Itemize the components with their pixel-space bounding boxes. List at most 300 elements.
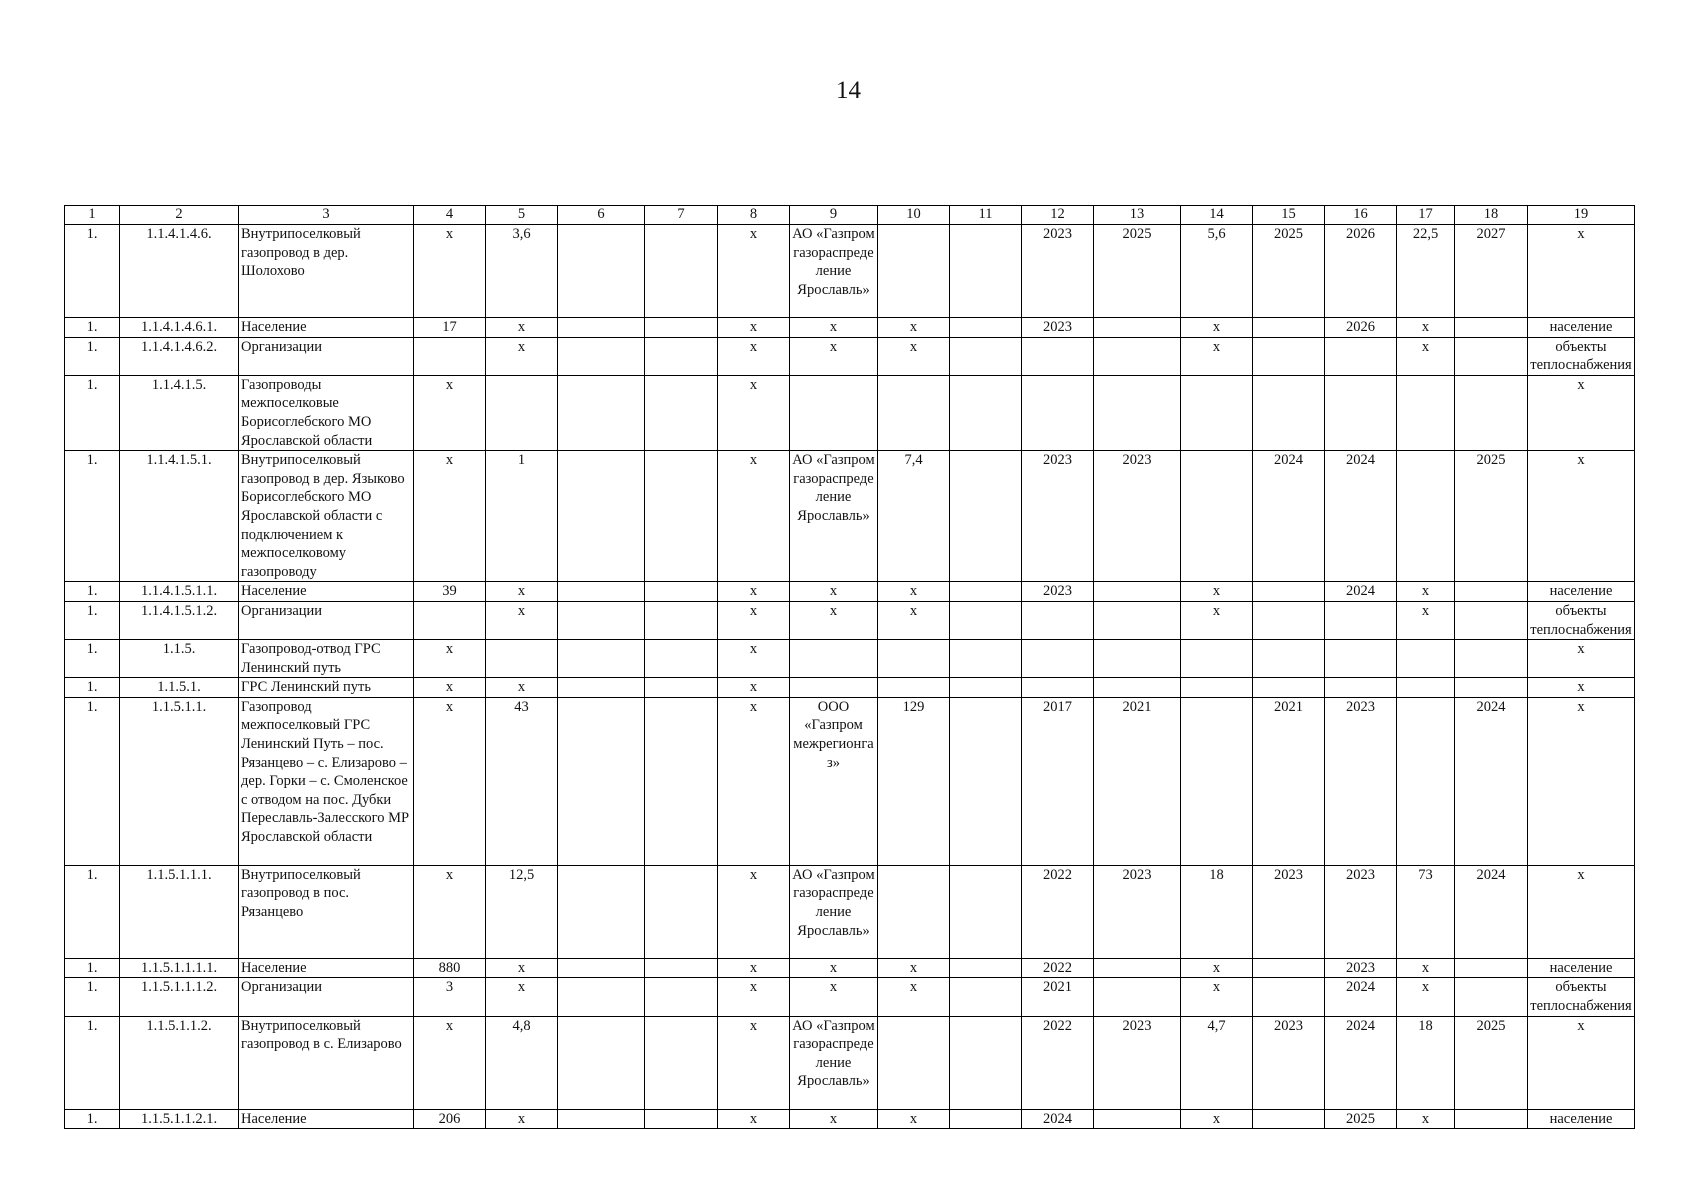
table-cell-col-9: x	[790, 978, 878, 1016]
table-row	[65, 337, 1635, 375]
table-cell-col-19: население	[1528, 582, 1635, 602]
table-cell-col-13	[1094, 978, 1181, 1016]
table-row	[65, 678, 1635, 698]
table-row	[65, 1109, 1635, 1129]
page-number: 14	[836, 77, 861, 104]
table-cell-col-5: x	[486, 958, 558, 978]
table-cell-col-1: 1.	[65, 582, 120, 602]
table-cell-col-12	[1022, 337, 1094, 375]
table-cell-col-14	[1181, 678, 1253, 698]
table-cell-col-2: 1.1.5.1.1.2.1.	[120, 1109, 239, 1129]
table-cell-col-8: x	[718, 958, 790, 978]
table-cell-col-6	[558, 601, 645, 639]
header-cell-11: 11	[950, 206, 1022, 225]
table-cell-col-19: x	[1528, 375, 1635, 450]
table-cell-col-13: 2023	[1094, 451, 1181, 582]
table-cell-col-8: x	[718, 337, 790, 375]
header-cell-12: 12	[1022, 206, 1094, 225]
table-cell-col-18: 2024	[1455, 697, 1528, 865]
table-cell-col-3: Население	[239, 582, 414, 602]
table-cell-col-8: x	[718, 451, 790, 582]
table-cell-col-14: 4,7	[1181, 1016, 1253, 1109]
table-cell-col-6	[558, 337, 645, 375]
table-row	[65, 978, 1635, 1016]
table-cell-col-11	[950, 375, 1022, 450]
table-cell-col-10	[878, 640, 950, 678]
table-cell-col-17: x	[1397, 958, 1455, 978]
table-cell-col-17: 18	[1397, 1016, 1455, 1109]
table-cell-col-4: x	[414, 640, 486, 678]
table-cell-col-3: Внутрипоселковый газопровод в дер. Шолохово	[239, 225, 414, 318]
table-cell-col-14: x	[1181, 337, 1253, 375]
table-cell-col-5: x	[486, 582, 558, 602]
table-cell-col-8: x	[718, 865, 790, 958]
table-cell-col-12: 2024	[1022, 1109, 1094, 1129]
table-cell-col-14: x	[1181, 582, 1253, 602]
table-cell-col-18	[1455, 318, 1528, 338]
table-row	[65, 640, 1635, 678]
table-cell-col-10: x	[878, 601, 950, 639]
header-cell-9: 9	[790, 206, 878, 225]
table-cell-col-12: 2022	[1022, 865, 1094, 958]
table-cell-col-15: 2025	[1253, 225, 1325, 318]
table-cell-col-1: 1.	[65, 375, 120, 450]
table-cell-col-17	[1397, 640, 1455, 678]
table-cell-col-13	[1094, 678, 1181, 698]
header-cell-18: 18	[1455, 206, 1528, 225]
table-cell-col-9	[790, 678, 878, 698]
table-cell-col-15	[1253, 375, 1325, 450]
table-cell-col-6	[558, 375, 645, 450]
table-cell-col-13	[1094, 375, 1181, 450]
table-cell-col-1: 1.	[65, 1109, 120, 1129]
table-cell-col-17	[1397, 375, 1455, 450]
table-cell-col-18	[1455, 582, 1528, 602]
table-cell-col-12: 2023	[1022, 225, 1094, 318]
table-cell-col-8: x	[718, 678, 790, 698]
table-cell-col-17: x	[1397, 978, 1455, 1016]
table-cell-col-8: x	[718, 601, 790, 639]
table-cell-col-10	[878, 678, 950, 698]
table-cell-col-2: 1.1.4.1.5.1.2.	[120, 601, 239, 639]
table-cell-col-3: Организации	[239, 978, 414, 1016]
table-row	[65, 582, 1635, 602]
table-cell-col-1: 1.	[65, 337, 120, 375]
table-cell-col-9: x	[790, 958, 878, 978]
table-cell-col-5: 3,6	[486, 225, 558, 318]
table-cell-col-13	[1094, 337, 1181, 375]
table-cell-col-18: 2025	[1455, 451, 1528, 582]
table-cell-col-9: x	[790, 1109, 878, 1129]
header-cell-14: 14	[1181, 206, 1253, 225]
table-cell-col-16: 2024	[1325, 451, 1397, 582]
table-cell-col-3: Население	[239, 958, 414, 978]
table-cell-col-19: x	[1528, 865, 1635, 958]
table-cell-col-9: АО «Газпром газораспределение Ярославль»	[790, 225, 878, 318]
table-cell-col-5: 43	[486, 697, 558, 865]
table-cell-col-17: 73	[1397, 865, 1455, 958]
table-cell-col-15	[1253, 958, 1325, 978]
table-cell-col-5: x	[486, 318, 558, 338]
table-cell-col-3: Организации	[239, 601, 414, 639]
table-cell-col-8: x	[718, 318, 790, 338]
table-cell-col-4: 880	[414, 958, 486, 978]
table-cell-col-12: 2022	[1022, 958, 1094, 978]
header-cell-7: 7	[645, 206, 718, 225]
header-cell-4: 4	[414, 206, 486, 225]
table-cell-col-5: 1	[486, 451, 558, 582]
table-cell-col-2: 1.1.5.1.1.1.	[120, 865, 239, 958]
table-cell-col-9: x	[790, 337, 878, 375]
table-cell-col-16: 2023	[1325, 697, 1397, 865]
table-cell-col-6	[558, 1109, 645, 1129]
table-cell-col-15	[1253, 601, 1325, 639]
table-cell-col-13: 2023	[1094, 1016, 1181, 1109]
table-cell-col-6	[558, 678, 645, 698]
table-cell-col-9: АО «Газпром газораспределение Ярославль»	[790, 451, 878, 582]
table-cell-col-10	[878, 1016, 950, 1109]
table-cell-col-16: 2023	[1325, 865, 1397, 958]
table-cell-col-11	[950, 958, 1022, 978]
table-cell-col-2: 1.1.5.1.1.1.2.	[120, 978, 239, 1016]
table-cell-col-3: Газопроводы межпоселковые Борисоглебского МО Ярославской области	[239, 375, 414, 450]
table-cell-col-17	[1397, 678, 1455, 698]
table-cell-col-17	[1397, 451, 1455, 582]
table-cell-col-10	[878, 225, 950, 318]
table-cell-col-4: x	[414, 1016, 486, 1109]
table-cell-col-15: 2021	[1253, 697, 1325, 865]
table-cell-col-7	[645, 337, 718, 375]
table-cell-col-18	[1455, 601, 1528, 639]
table-cell-col-2: 1.1.5.1.1.	[120, 697, 239, 865]
header-cell-15: 15	[1253, 206, 1325, 225]
table-cell-col-6	[558, 1016, 645, 1109]
table-cell-col-14: x	[1181, 958, 1253, 978]
table-cell-col-1: 1.	[65, 1016, 120, 1109]
table-cell-col-11	[950, 582, 1022, 602]
table-cell-col-11	[950, 697, 1022, 865]
table-cell-col-7	[645, 678, 718, 698]
table-cell-col-16: 2025	[1325, 1109, 1397, 1129]
table-cell-col-11	[950, 318, 1022, 338]
table-cell-col-4	[414, 337, 486, 375]
table-cell-col-9: x	[790, 582, 878, 602]
table-cell-col-5	[486, 375, 558, 450]
table-cell-col-1: 1.	[65, 601, 120, 639]
header-cell-10: 10	[878, 206, 950, 225]
table-cell-col-5: x	[486, 678, 558, 698]
table-cell-col-12: 2023	[1022, 451, 1094, 582]
table-cell-col-18	[1455, 1109, 1528, 1129]
table-cell-col-4: 39	[414, 582, 486, 602]
table-cell-col-14: x	[1181, 1109, 1253, 1129]
table-cell-col-1: 1.	[65, 225, 120, 318]
table-cell-col-3: Газопровод межпоселковый ГРС Ленинский Путь – пос. Рязанцево – с. Елизарово – дер. Горки – с. Смоленское с отводом на пос. Дубки Переславль-Залесского МР Ярославской области	[239, 697, 414, 865]
table-cell-col-7	[645, 1016, 718, 1109]
table-cell-col-5: 12,5	[486, 865, 558, 958]
table-cell-col-6	[558, 958, 645, 978]
table-cell-col-3: Внутрипоселковый газопровод в пос. Рязанцево	[239, 865, 414, 958]
table-cell-col-1: 1.	[65, 978, 120, 1016]
table-cell-col-1: 1.	[65, 678, 120, 698]
table-cell-col-18	[1455, 958, 1528, 978]
table-cell-col-2: 1.1.4.1.5.1.1.	[120, 582, 239, 602]
header-cell-1: 1	[65, 206, 120, 225]
table-cell-col-15	[1253, 582, 1325, 602]
table-cell-col-19: население	[1528, 1109, 1635, 1129]
table-cell-col-1: 1.	[65, 640, 120, 678]
table-cell-col-8: x	[718, 375, 790, 450]
table-cell-col-8: x	[718, 978, 790, 1016]
table-cell-col-1: 1.	[65, 451, 120, 582]
table-row	[65, 1016, 1635, 1109]
table-cell-col-3: Организации	[239, 337, 414, 375]
table-cell-col-1: 1.	[65, 958, 120, 978]
header-cell-2: 2	[120, 206, 239, 225]
data-table	[64, 205, 1635, 1129]
table-cell-col-12: 2023	[1022, 318, 1094, 338]
table-cell-col-7	[645, 225, 718, 318]
table-cell-col-4: x	[414, 375, 486, 450]
table-cell-col-19: x	[1528, 697, 1635, 865]
header-cell-8: 8	[718, 206, 790, 225]
table-cell-col-9: ООО «Газпром межрегионгаз»	[790, 697, 878, 865]
table-cell-col-6	[558, 640, 645, 678]
table-cell-col-17: x	[1397, 337, 1455, 375]
table-cell-col-19: объекты теплоснабжения	[1528, 337, 1635, 375]
table-cell-col-12: 2021	[1022, 978, 1094, 1016]
table-cell-col-15	[1253, 640, 1325, 678]
table-cell-col-5: 4,8	[486, 1016, 558, 1109]
table-cell-col-5	[486, 640, 558, 678]
table-row	[65, 865, 1635, 958]
header-cell-3: 3	[239, 206, 414, 225]
table-cell-col-1: 1.	[65, 865, 120, 958]
table-cell-col-8: x	[718, 1109, 790, 1129]
table-cell-col-15	[1253, 1109, 1325, 1129]
table-cell-col-9: x	[790, 601, 878, 639]
table-cell-col-7	[645, 697, 718, 865]
table-cell-col-12	[1022, 375, 1094, 450]
table-cell-col-1: 1.	[65, 318, 120, 338]
table-cell-col-14: 5,6	[1181, 225, 1253, 318]
table-cell-col-13: 2021	[1094, 697, 1181, 865]
table-cell-col-13	[1094, 1109, 1181, 1129]
table-cell-col-19: объекты теплоснабжения	[1528, 978, 1635, 1016]
table-cell-col-10: x	[878, 978, 950, 1016]
table-cell-col-14	[1181, 375, 1253, 450]
table-cell-col-19: x	[1528, 678, 1635, 698]
table-row	[65, 318, 1635, 338]
header-cell-5: 5	[486, 206, 558, 225]
table-cell-col-4: x	[414, 697, 486, 865]
table-cell-col-10: x	[878, 958, 950, 978]
table-cell-col-19: x	[1528, 1016, 1635, 1109]
table-cell-col-11	[950, 640, 1022, 678]
table-cell-col-14	[1181, 451, 1253, 582]
table-cell-col-5: x	[486, 601, 558, 639]
table-cell-col-8: x	[718, 582, 790, 602]
table-cell-col-19: x	[1528, 451, 1635, 582]
table-cell-col-14: x	[1181, 601, 1253, 639]
table-cell-col-17: 22,5	[1397, 225, 1455, 318]
table-cell-col-16: 2024	[1325, 978, 1397, 1016]
table-cell-col-7	[645, 978, 718, 1016]
table-cell-col-4: 3	[414, 978, 486, 1016]
table-row	[65, 958, 1635, 978]
table-cell-col-15	[1253, 678, 1325, 698]
table-cell-col-4: 206	[414, 1109, 486, 1129]
table-cell-col-2: 1.1.5.1.	[120, 678, 239, 698]
table-cell-col-5: x	[486, 978, 558, 1016]
table-cell-col-16	[1325, 375, 1397, 450]
table-cell-col-3: Население	[239, 1109, 414, 1129]
table-cell-col-10: x	[878, 337, 950, 375]
table-cell-col-16	[1325, 601, 1397, 639]
table-cell-col-16	[1325, 678, 1397, 698]
table-cell-col-11	[950, 1109, 1022, 1129]
header-row	[65, 206, 1635, 225]
table-cell-col-17: x	[1397, 601, 1455, 639]
table-cell-col-18	[1455, 678, 1528, 698]
table-cell-col-10: 129	[878, 697, 950, 865]
table-cell-col-12: 2017	[1022, 697, 1094, 865]
table-cell-col-16: 2026	[1325, 318, 1397, 338]
table-cell-col-16	[1325, 640, 1397, 678]
header-cell-17: 17	[1397, 206, 1455, 225]
table-cell-col-14: x	[1181, 318, 1253, 338]
table-cell-col-9: АО «Газпром газораспределение Ярославль»	[790, 865, 878, 958]
table-cell-col-16: 2024	[1325, 1016, 1397, 1109]
table-cell-col-4: 17	[414, 318, 486, 338]
table-cell-col-14: x	[1181, 978, 1253, 1016]
table-cell-col-19: объекты теплоснабжения	[1528, 601, 1635, 639]
table-cell-col-12: 2023	[1022, 582, 1094, 602]
table-cell-col-15: 2023	[1253, 1016, 1325, 1109]
table-cell-col-9: АО «Газпром газораспределение Ярославль»	[790, 1016, 878, 1109]
table-cell-col-11	[950, 865, 1022, 958]
table-cell-col-10	[878, 375, 950, 450]
table-cell-col-7	[645, 451, 718, 582]
header-cell-13: 13	[1094, 206, 1181, 225]
table-cell-col-7	[645, 582, 718, 602]
table-cell-col-10: x	[878, 318, 950, 338]
table-cell-col-18: 2025	[1455, 1016, 1528, 1109]
table-cell-col-7	[645, 318, 718, 338]
table-cell-col-7	[645, 601, 718, 639]
table-row	[65, 601, 1635, 639]
table-cell-col-5: x	[486, 337, 558, 375]
table-cell-col-7	[645, 958, 718, 978]
table-cell-col-6	[558, 451, 645, 582]
table-cell-col-17	[1397, 697, 1455, 865]
table-cell-col-7	[645, 375, 718, 450]
table-cell-col-3: Внутрипоселковый газопровод в с. Елизарово	[239, 1016, 414, 1109]
table-cell-col-18	[1455, 640, 1528, 678]
table-cell-col-6	[558, 697, 645, 865]
table-cell-col-4	[414, 601, 486, 639]
table-cell-col-4: x	[414, 678, 486, 698]
table-cell-col-4: x	[414, 451, 486, 582]
table-cell-col-13	[1094, 318, 1181, 338]
table-cell-col-9	[790, 375, 878, 450]
table-cell-col-17: x	[1397, 582, 1455, 602]
table-cell-col-19: x	[1528, 225, 1635, 318]
table-row	[65, 225, 1635, 318]
table-cell-col-7	[645, 640, 718, 678]
table-cell-col-2: 1.1.4.1.4.6.	[120, 225, 239, 318]
table-cell-col-14	[1181, 697, 1253, 865]
table-cell-col-12: 2022	[1022, 1016, 1094, 1109]
table-cell-col-11	[950, 337, 1022, 375]
table-cell-col-10: 7,4	[878, 451, 950, 582]
table-cell-col-13	[1094, 582, 1181, 602]
table-row	[65, 375, 1635, 450]
table-cell-col-4: x	[414, 865, 486, 958]
table-cell-col-18	[1455, 337, 1528, 375]
table-cell-col-16	[1325, 337, 1397, 375]
table-cell-col-6	[558, 865, 645, 958]
table-cell-col-18	[1455, 978, 1528, 1016]
table-cell-col-1: 1.	[65, 697, 120, 865]
table-cell-col-11	[950, 601, 1022, 639]
table-cell-col-12	[1022, 640, 1094, 678]
table-cell-col-11	[950, 678, 1022, 698]
table-cell-col-8: x	[718, 225, 790, 318]
table-cell-col-2: 1.1.5.1.1.2.	[120, 1016, 239, 1109]
table-cell-col-16: 2024	[1325, 582, 1397, 602]
table-cell-col-2: 1.1.5.	[120, 640, 239, 678]
table-cell-col-14: 18	[1181, 865, 1253, 958]
table-cell-col-11	[950, 451, 1022, 582]
table-cell-col-14	[1181, 640, 1253, 678]
header-cell-19: 19	[1528, 206, 1635, 225]
table-cell-col-12	[1022, 601, 1094, 639]
table-cell-col-17: x	[1397, 318, 1455, 338]
table-cell-col-3: Внутрипоселковый газопровод в дер. Языково Борисоглебского МО Ярославской области с подключением к межпоселковому газопроводу	[239, 451, 414, 582]
table-cell-col-4: x	[414, 225, 486, 318]
table-cell-col-3: Газопровод-отвод ГРС Ленинский путь	[239, 640, 414, 678]
table-cell-col-16: 2023	[1325, 958, 1397, 978]
table-cell-col-6	[558, 318, 645, 338]
table-cell-col-9: x	[790, 318, 878, 338]
table-cell-col-8: x	[718, 640, 790, 678]
table-cell-col-10	[878, 865, 950, 958]
table-cell-col-17: x	[1397, 1109, 1455, 1129]
table-cell-col-2: 1.1.4.1.4.6.2.	[120, 337, 239, 375]
table-cell-col-5: x	[486, 1109, 558, 1129]
table-cell-col-3: Население	[239, 318, 414, 338]
table-cell-col-8: x	[718, 1016, 790, 1109]
table-cell-col-11	[950, 1016, 1022, 1109]
table-cell-col-13: 2023	[1094, 865, 1181, 958]
table-cell-col-15	[1253, 337, 1325, 375]
table-cell-col-9	[790, 640, 878, 678]
table-cell-col-7	[645, 1109, 718, 1129]
table-cell-col-6	[558, 582, 645, 602]
table-cell-col-2: 1.1.4.1.4.6.1.	[120, 318, 239, 338]
table-cell-col-2: 1.1.4.1.5.1.	[120, 451, 239, 582]
table-cell-col-10: x	[878, 1109, 950, 1129]
table-cell-col-16: 2026	[1325, 225, 1397, 318]
table-cell-col-13: 2025	[1094, 225, 1181, 318]
table-cell-col-11	[950, 978, 1022, 1016]
table-cell-col-15: 2024	[1253, 451, 1325, 582]
table-cell-col-18	[1455, 375, 1528, 450]
table-cell-col-11	[950, 225, 1022, 318]
table-cell-col-15	[1253, 318, 1325, 338]
table-cell-col-18: 2027	[1455, 225, 1528, 318]
